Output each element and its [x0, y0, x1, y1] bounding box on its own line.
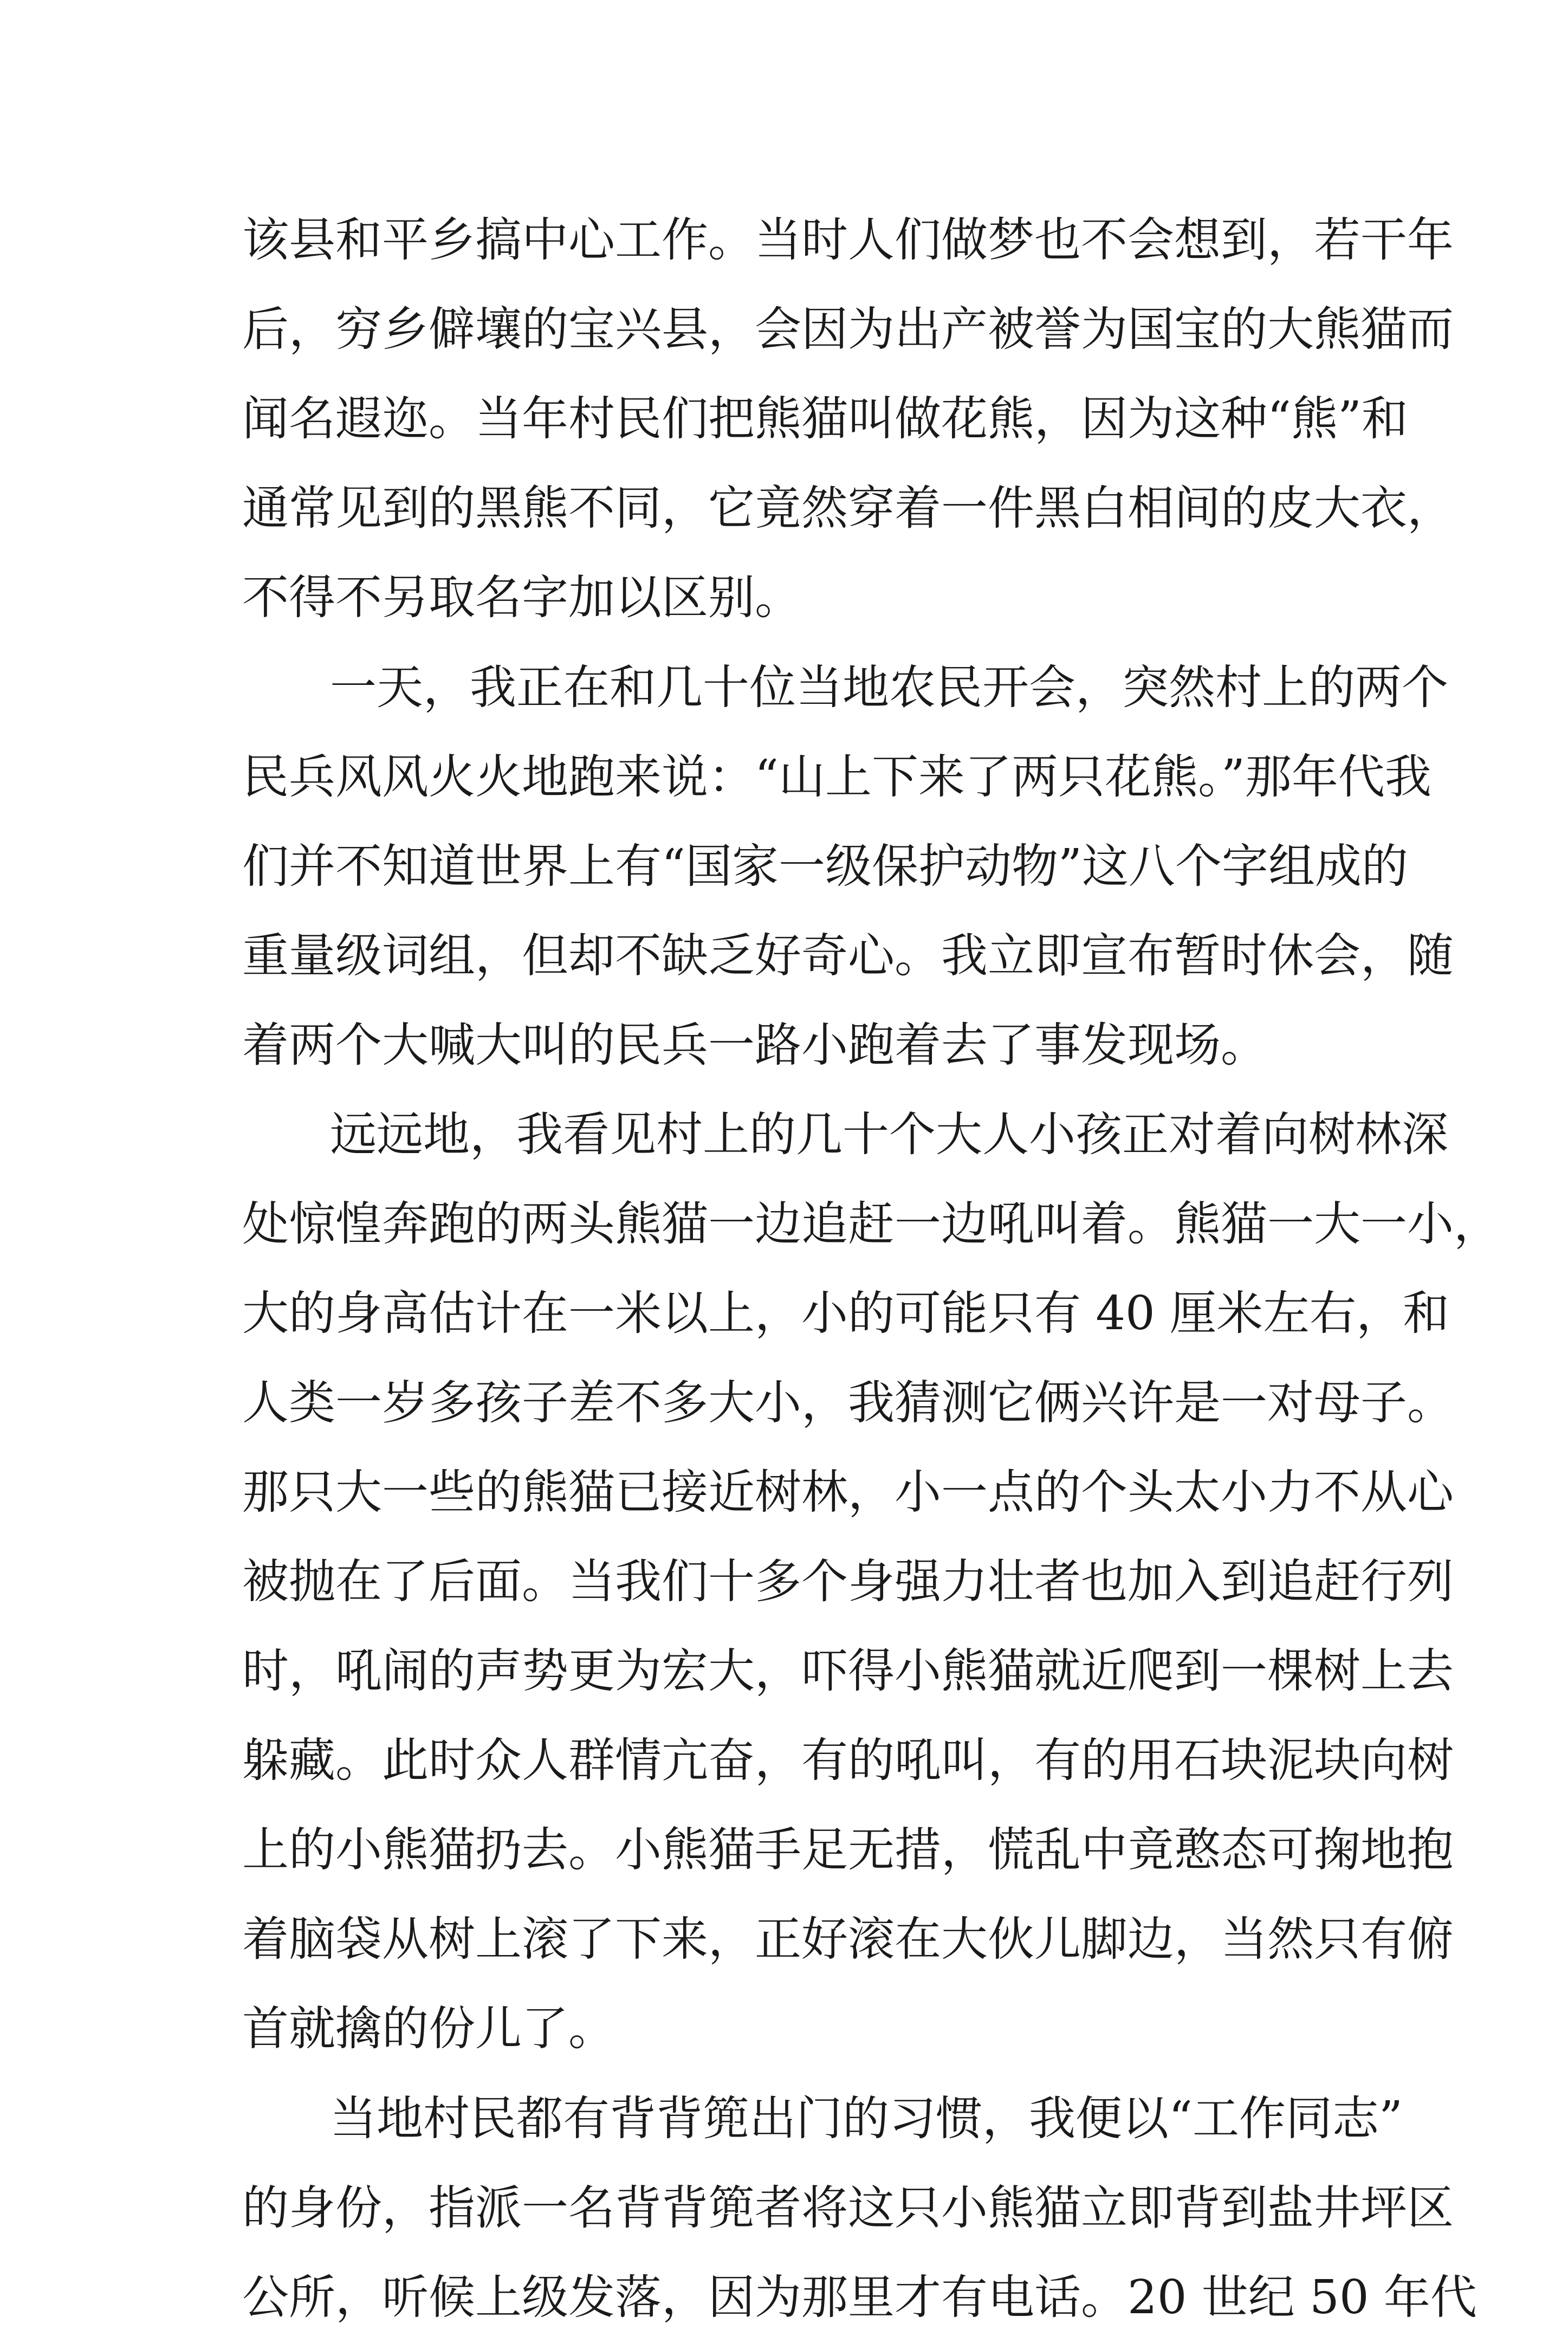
- text-line: 大的身高估计在一米以上，小的可能只有 40 厘米左右，和: [242, 1286, 1450, 1341]
- text-line: 那只大一些的熊猫已接近树林，小一点的个头太小力不从心: [242, 1465, 1454, 1519]
- text-line: 民兵风风火火地跑来说：“山上下来了两只花熊。”那年代我: [242, 750, 1431, 804]
- text-line: 闻名遐迩。当年村民们把熊猫叫做花熊，因为这种“熊”和: [242, 392, 1408, 446]
- text-line: 时，吼闹的声势更为宏大，吓得小熊猫就近爬到一棵树上去: [242, 1644, 1454, 1698]
- text-line: 上的小熊猫扔去。小熊猫手足无措，慌乱中竟憨态可掬地抱: [242, 1823, 1454, 1877]
- paragraph-first-line: 当地村民都有背背篼出门的习惯，我便以“工作同志”: [330, 2092, 1403, 2146]
- text-line: 着脑袋从树上滚了下来，正好滚在大伙儿脚边，当然只有俯: [242, 1912, 1454, 1966]
- text-line: 公所，听候上级发落，因为那里才有电话。20 世纪 50 年代: [242, 2270, 1477, 2325]
- paragraph-first-line: 远远地，我看见村上的几十个大人小孩正对着向树林深: [330, 1108, 1448, 1162]
- text-line: 被抛在了后面。当我们十多个身强力壮者也加入到追赶行列: [242, 1555, 1454, 1609]
- text-line: 处惊惶奔跑的两头熊猫一边追赶一边吼叫着。熊猫一大一小，: [242, 1197, 1500, 1251]
- text-line: 不得不另取名字加以区别。: [242, 571, 801, 625]
- text-line: 重量级词组，但却不缺乏好奇心。我立即宣布暂时休会，随: [242, 929, 1454, 983]
- text-line: 首就擒的份儿了。: [242, 2002, 615, 2056]
- text-line: 该县和平乡搞中心工作。当时人们做梦也不会想到，若干年: [242, 213, 1454, 267]
- paragraph-first-line: 一天，我正在和几十位当地农民开会，突然村上的两个: [330, 661, 1448, 715]
- text-line: 的身份，指派一名背背篼者将这只小熊猫立即背到盐井坪区: [242, 2181, 1454, 2235]
- text-line: 通常见到的黑熊不同，它竟然穿着一件黑白相间的皮大衣，: [242, 481, 1454, 535]
- text-line: 着两个大喊大叫的民兵一路小跑着去了事发现场。: [242, 1018, 1267, 1072]
- text-line: 躲藏。此时众人群情亢奋，有的吼叫，有的用石块泥块向树: [242, 1733, 1454, 1788]
- text-line: 后，穷乡僻壤的宝兴县，会因为出产被誉为国宝的大熊猫而: [242, 302, 1454, 357]
- text-line: 人类一岁多孩子差不多大小，我猜测它俩兴许是一对母子。: [242, 1376, 1454, 1430]
- text-line: 们并不知道世界上有“国家一级保护动物”这八个字组成的: [242, 839, 1408, 894]
